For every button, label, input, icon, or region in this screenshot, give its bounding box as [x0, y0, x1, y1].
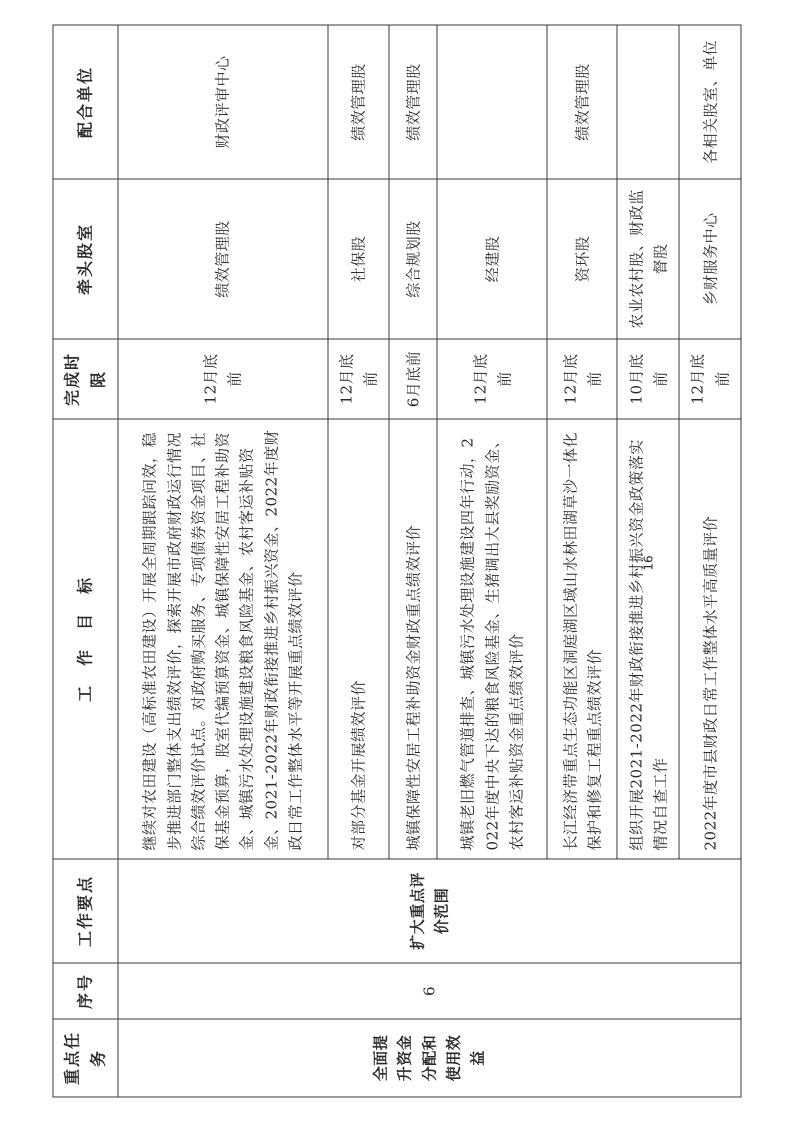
rotated-table-wrapper	[52, 25, 741, 1097]
point-cell: 扩大重点评价范围	[117, 859, 740, 963]
no-cell: 6	[117, 963, 740, 1019]
deadline-cell: 10月底前	[617, 339, 679, 419]
work-plan-table	[52, 24, 741, 1097]
support-cell: 各相关股室、单位	[679, 25, 741, 179]
goal-cell: 长江经济带重点生态功能区洞庭湖区域山水林田湖草沙一体化保护和修复工程重点绩效评价	[547, 419, 617, 859]
lead-cell: 乡财服务中心	[679, 179, 741, 339]
task-cell: 全面提升资金分配和使用效益	[117, 1019, 740, 1097]
lead-cell: 绩效管理股	[117, 179, 327, 339]
support-cell: 财政评审中心	[117, 25, 327, 179]
support-cell: 绩效管理股	[547, 25, 617, 179]
goal-cell: 城镇老旧燃气管道排查、城镇污水处理设施建设四年行动，2022年度中央下达的粮食风险基金、生猪调出大县奖励资金、农村客运补贴资金重点绩效评价	[437, 419, 547, 859]
deadline-cell: 12月底前	[547, 339, 617, 419]
header-point: 工作要点	[53, 859, 118, 963]
support-cell: 绩效管理股	[389, 25, 437, 179]
lead-cell: 农业农村股、财政监督股	[617, 179, 679, 339]
header-support: 配合单位	[53, 25, 118, 179]
support-cell: 绩效管理股	[327, 25, 389, 179]
deadline-cell: 6月底前	[389, 339, 437, 419]
deadline-cell: 12月底前	[327, 339, 389, 419]
deadline-cell: 12月底前	[437, 339, 547, 419]
lead-cell: 资环股	[547, 179, 617, 339]
lead-cell: 社保股	[327, 179, 389, 339]
support-cell	[437, 25, 547, 179]
goal-cell: 组织开展2021-2022年财政衔接推进乡村振兴资金政策落实情况自查工作	[617, 419, 679, 859]
header-goal: 工 作 目 标	[53, 419, 118, 859]
header-lead: 牵头股室	[53, 179, 118, 339]
goal-cell: 对部分基金开展绩效评价	[327, 419, 389, 859]
page-number: 16	[641, 555, 656, 571]
lead-cell: 综合规划股	[389, 179, 437, 339]
header-deadline: 完成时限	[53, 339, 118, 419]
goal-cell: 2022年度市县财政日常工作整体水平高质量评价	[679, 419, 741, 859]
support-cell	[617, 25, 679, 179]
header-row	[53, 25, 118, 1097]
deadline-cell: 12月底前	[679, 339, 741, 419]
table-row	[117, 25, 327, 1097]
lead-cell: 经建股	[437, 179, 547, 339]
goal-cell: 继续对农田建设（高标准农田建设）开展全周期跟踪问效，稳步推进部门整体支出绩效评价，探索开展市政府财政运行情况综合绩效评价试点。对政府购买服务、专项债券资金项目、社保基金预算，股室代编预算资金、城镇保障性安居工程补助资金、城镇污水处理设施建设粮食风险基金、农村客运补贴资金、2021-2022年财政衔接推进乡村振兴资金、2022年度财政日常工作整体水平等开展重点绩效评价	[117, 419, 327, 859]
header-task: 重点任务	[53, 1019, 118, 1097]
deadline-cell: 12月底前	[117, 339, 327, 419]
goal-cell: 城镇保障性安居工程补助资金财政重点绩效评价	[389, 419, 437, 859]
header-no: 序号	[53, 963, 118, 1019]
